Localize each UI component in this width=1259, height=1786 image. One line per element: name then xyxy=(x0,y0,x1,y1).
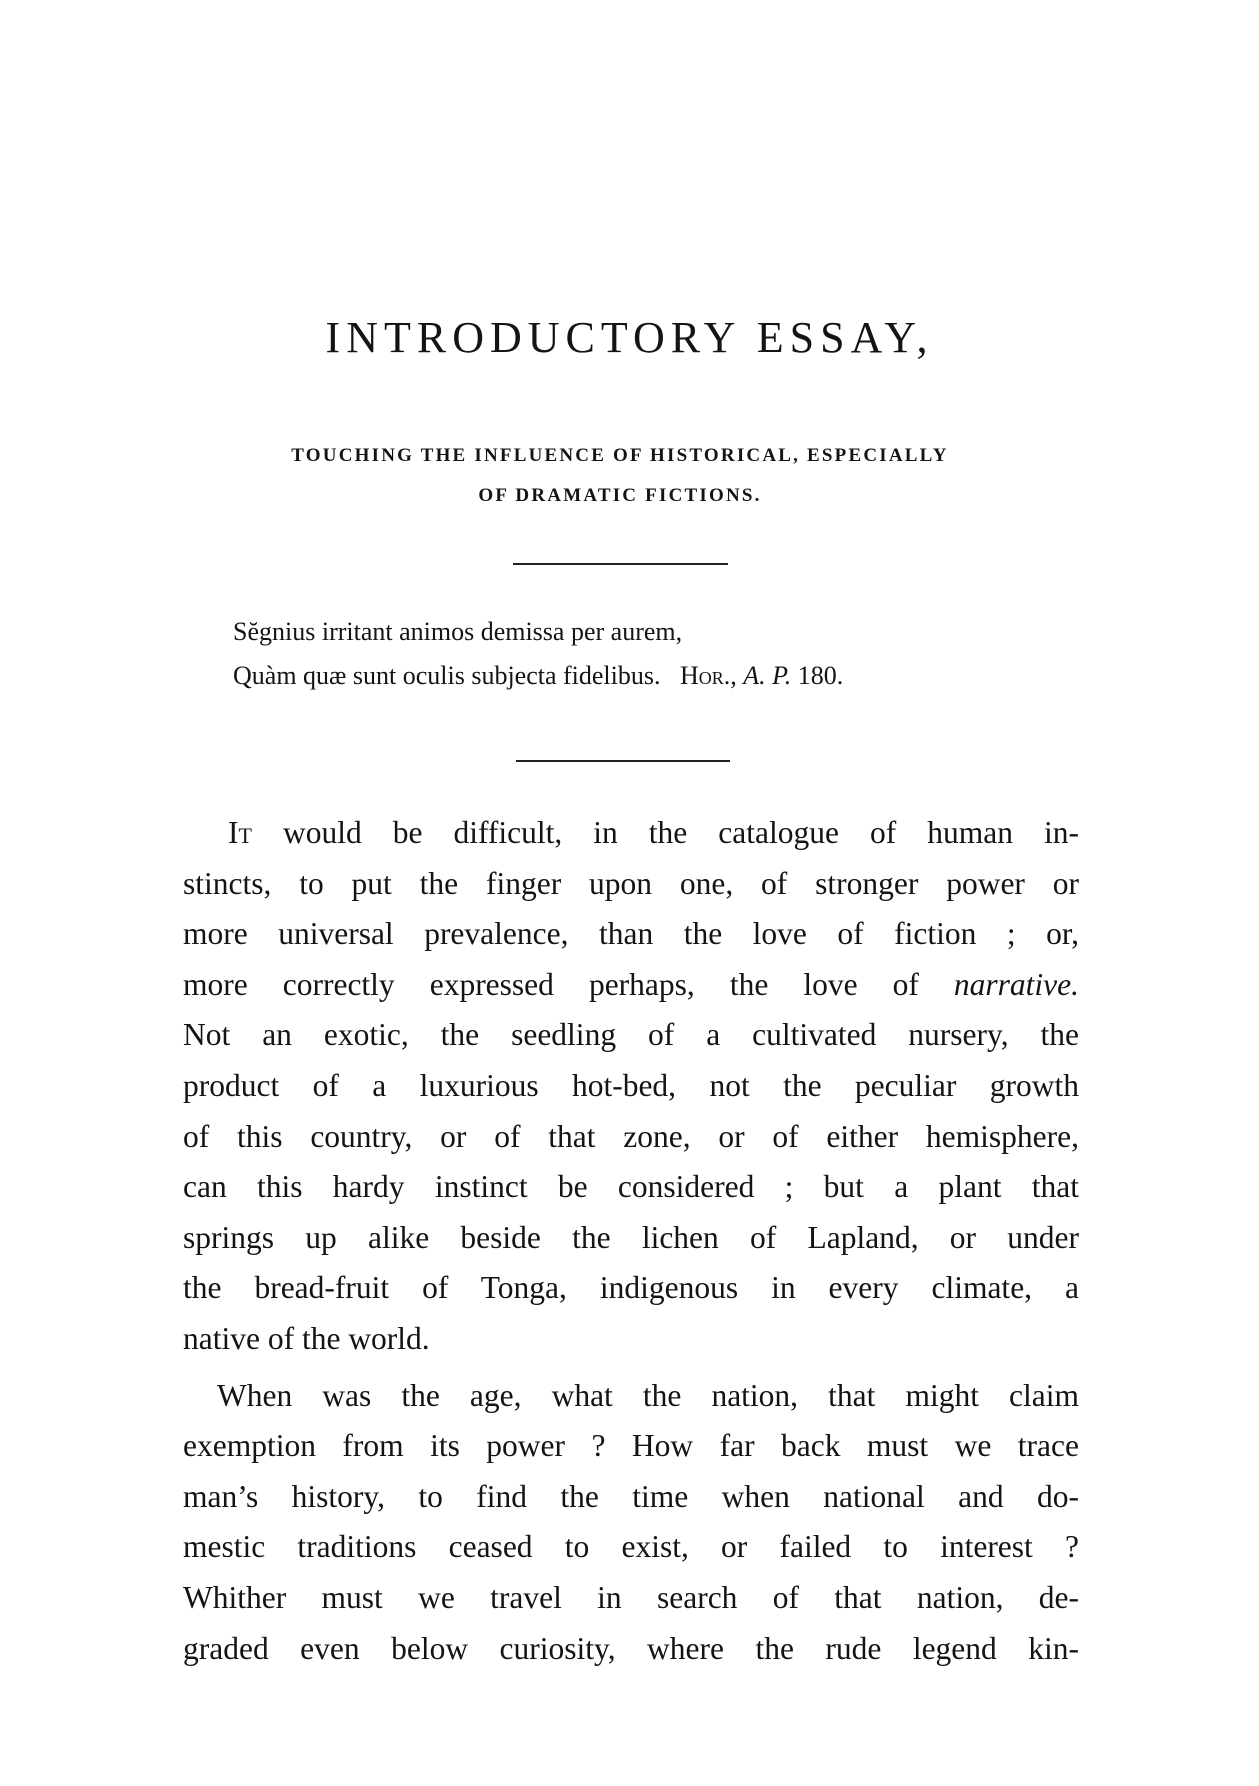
paragraph-1-line-10: the bread-fruit of Tonga, indigenous in every climate, a xyxy=(183,1270,1079,1306)
paragraph-1-line-8: can this hardy instinct be considered ; but a plant that xyxy=(183,1169,1079,1205)
essay-body xyxy=(183,808,1079,1674)
paragraph-1-line-7: of this country, or of that zone, or of either hemisphere, xyxy=(183,1118,1079,1154)
chapter-subtitle xyxy=(170,436,1070,516)
paragraph-1-line-1-rest: would be difficult, in the catalogue of human in- xyxy=(251,815,1079,850)
epigraph xyxy=(233,610,1073,698)
paragraph-2-line-2: exemption from its power ? How far back must we trace xyxy=(183,1428,1079,1464)
epigraph-citation-author: Hor., xyxy=(680,661,737,690)
paragraph-1-line-9: springs up alike beside the lichen of Lapland, or under xyxy=(183,1219,1079,1255)
epigraph-line-2-text: Quàm quæ sunt oculis subjecta fidelibus. xyxy=(233,661,661,690)
paragraph-1-line-5: Not an exotic, the seedling of a cultivated nursery, the xyxy=(183,1017,1079,1053)
paragraph-1-line-6: product of a luxurious hot-bed, not the peculiar growth xyxy=(183,1067,1079,1103)
paragraph-2-line-6: graded even below curiosity, where the rude legend kin- xyxy=(183,1630,1079,1666)
paragraph-1-line-4-text: more correctly expressed perhaps, the love of xyxy=(183,966,954,1002)
epigraph-line-1: Sĕgnius irritant animos demissa per aurem, xyxy=(233,617,683,646)
top-divider-rule xyxy=(513,563,728,565)
paragraph-1-line-1 xyxy=(183,808,1079,859)
paragraph-2-line-4: mestic traditions ceased to exist, or failed to interest ? xyxy=(183,1529,1079,1565)
paragraph-1-line-11: native of the world. xyxy=(183,1320,430,1356)
bottom-divider-rule xyxy=(516,760,730,762)
epigraph-line-2 xyxy=(233,654,1073,698)
subtitle-line-2: OF DRAMATIC FICTIONS. xyxy=(478,485,762,506)
paragraph-1-line-3: more universal prevalence, than the love of fiction ; or, xyxy=(183,916,1079,952)
epigraph-citation-work: A. P. xyxy=(743,661,792,690)
opening-word: It xyxy=(228,815,252,850)
paragraph-2-line-1: When was the age, what the nation, that might claim xyxy=(217,1377,1079,1413)
paragraph-1-line-4 xyxy=(183,960,1079,1011)
epigraph-citation-number: 180. xyxy=(797,661,844,690)
paragraph-2-line-3: man’s history, to find the time when national and do- xyxy=(183,1478,1079,1514)
paragraph-2-line-5: Whither must we travel in search of that nation, de- xyxy=(183,1579,1079,1615)
chapter-title: INTRODUCTORY ESSAY, xyxy=(325,313,934,362)
narrative-italic: narrative. xyxy=(953,966,1079,1002)
subtitle-line-1: TOUCHING THE INFLUENCE OF HISTORICAL, ESPECIALLY xyxy=(291,445,949,466)
paragraph-1-line-2: stincts, to put the finger upon one, of stronger power or xyxy=(183,865,1079,901)
